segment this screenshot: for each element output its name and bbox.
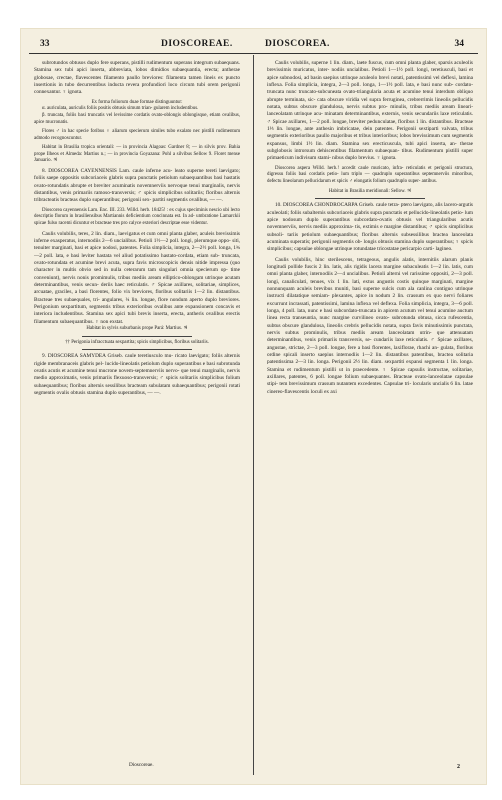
running-header xyxy=(21,36,486,52)
page-number-right: 34 xyxy=(454,39,464,49)
paragraph: Caulis volubilis, hinc sterilescens, tetrageous, angulis alatis, internitiis alarum planis longitudi pollide fuscis 2 lin. latis, alis rigidis lacera margine subaculeatis 1—2 lin. latis, cum omni planta glaber, internodiis 2—4 uncialibus. Petioli alterni vel rarissime oppositi, 2—3 poll. longi, canaliculati, tenues, vix 1 lin. lati, extus angustis costis quinque marginati, margine nonnunquam aculeis brevibus muniti, basi superne sulcis cum ala canlina contiguo utrinque instructi dilatatique semiam- plexantes, apice in nodum 2 lin. crassum ex quo nervi foliares excurrunt incrassati, patentissimi, lamina inflexa vel deflexa. Folia simplicia, integra, 3—6 poll. longa, 4 poll. lata, nunc e basi subcordato-truncata in apicem acutum vel tenui acumine auctum linea recta transeuntia, nunc margine curvilineo ovato- subrotunda obtusa, sicca rufescentia, subtus obscure glandulosa, lineolis crebris pellucidis notata, supra favis minutissimis punctata, nervis subtus prominulis, tribus mediis aream lanceolatam utrin- que attenuatam determinantibus, venis primariis transversis, se- cundariis laxe reticulatis. ♂ Spicae axillares, angustae, strictae, 2—3 poll. longae, fere a basi florentes, laxiflorae, rhachi an- gulata, floribus ordine spicali inserto saepius internodiis 1—2 lin. distantibus patentibus, bractea solitaria patentissima 2—3 lin. longa. Perigonii 2½ lin. diam. sexpartiti expansi segmenta 1 lin. longa. Stamina et rudimentum pistilli ut in praecedente. ♀ Spicae capsulis instructae, solitariae, axillares, patentes, 6 poll. longae folium subaequantes. Bracteae ovato-lanceolatae capsulae stipi- tem brevissimum crassum nutantem excedentes. Capsulae tri- locularis uncialis 6 lin. latae cinereo-flavescentis loculi ex axi xyxy=(267,256,473,395)
section-rule xyxy=(82,336,192,337)
header-rule xyxy=(29,53,478,54)
column-divider xyxy=(253,55,254,775)
book-page xyxy=(20,28,487,785)
left-column xyxy=(34,60,240,775)
species-heading: 8. DIOSCOREA CAYENNENSIS Lam. caule inferne acu- leato superne tereti laevigato; foliis saepe oppositis subcoriaceis glabris supra punctatis petiolum subaequantibus basi hastatis ovato-rotundatis abrupte et breviter acuminatis novemnerviis nervoque tenui marginalis, nervis distantibus, venis primariis ramoso-transversis; ♂ spicis simplicibus solitariis; floribus alternis tribracteatis bracteas duplo superantibus; perigonii sex- partiti segmentis ovalibus, — —. xyxy=(34,168,240,204)
section-rule xyxy=(315,198,425,199)
habitat-line: Habitat in Brasilia meridionali: Sellow. ♃ xyxy=(328,188,412,194)
signature-mark: Dioscoreae. xyxy=(129,762,154,768)
paragraph: β. truncata, foliis basi truncatis vel levissime cordatis ovato-oblongis oblongisque, etiam ovalibus, apice mucronatis. xyxy=(34,112,240,125)
subsection-heading: †† Perigonia infracctuata sexpartita; spicis simplicibus, floribus solitariis. xyxy=(65,339,209,345)
running-title-right: DIOSCOREA. xyxy=(265,39,330,49)
paragraph: Dioscorea aspera Willd. herb.! accedit caule muricato, infra- reticulatis et perigonii structura, digressu foliis basi cordatis petio- lum triplo — quadruplo superantibus septemnerviis minoribus, defectu lineolarum pellucidarum et spicis ♂ elongatis folium quadruplo super- antibus. xyxy=(267,165,473,184)
paragraph: Caulis volubilis, teres, 2 lin. diam., laevigatus et cum omni planta glaber, aculeis brevissimis inferne exasperatus, internodiis 2—6 uncialibus. Petioli 1½—2 poll. longi, plerumque oppo- siti, tenuiter marginati, basi et apice nodosi, patentes. Folia simplicia, integra, 2—2½ poll. longa, 1¾—2 poll. lata, e basi leviter hastata vel aliud potatissimo hastato-cordata, etiam sub- truncata, ovato-rotundata et acumine brevi acuta, supra favis microscopicis densis nitide impressa (quo character in multis obvio sed in nulla ceterarum tam singulari omnia specierum op- time conveniunt), nervis nonis promimulis, tribus mediis aream elliptico-oblongam utrinque acutam determinantibus, venis secun- deriis haec reticulatis. ♂ Spicae axillares, solitariae, simplices, arcuatae, graciles, a basi florentes, folio vix breviores, floribus solitariis 1—2 lin. distantibus. Bracteae tres subaequales, tri- angulares, ¼ lin. longae, flore nondum aperto duplo breviores. Perigonium sexpartitum, segmentis tribus exterioribus ovalibus ante expansionem concavis et interiora includentibus. Stamina sex apici tubi brevis inserta, erecta, antheris ovalibus erectis filamentum subaequantibus. ♀ non exstat. xyxy=(34,230,240,325)
running-title-left: DIOSCOREAE. xyxy=(161,39,233,49)
habitat-line: Habitat in sylvis suburbanis prope Pará: Martius. ♃ xyxy=(86,326,188,332)
paragraph: subrotundos obtusos duplo fere superans, pistilli rudimentum superans integrum subaequans. Stamina sex tubi apici inserta, abbreviata, lobos dimidios subaequantia, erecta; antherae globosae, crectae, flavescentes filamento paullo breviores: filamenta tamen lineis ex puncto insertionis in tubo decurrentibus inducta revera profundiori loco circum tubi orem perigonii connexantur. ♀ ignota. xyxy=(34,60,240,96)
signature-number: 2 xyxy=(457,764,460,770)
species-heading: 9. DIOSCOREA SAMYDEA Griseb. caule teretiusculo mu- ricato laevigato; foliis alternis rigide membranaceis glabris pel- lucido-lineolatis petiolum duplo superantibus e basi subrotunda ovatis acutis et acumine tenui mucrone novem-septemnerviis nervo- que tenui marginalis, nervis medio approximatis, venis primariis flexuoso-transversis; ♂ spicis solitariis simplicibus folium subaequantibus; floribus alternis sessilibus bracteam subulatam subaequantibus; perigonii rotati segmentis ovalis obtusis stamina duplo superantibus, — —. xyxy=(34,353,240,396)
right-column xyxy=(267,60,473,775)
paragraph: α. auriculata, auriculis foliis positis obtusis simum trian- gularem includentibus. xyxy=(42,106,199,112)
paragraph: Ex forma foliorum duae formae distinguuntur: xyxy=(91,99,183,105)
paragraph: Caulis volubilis, superne 1 lin. diam., laete fuscus, cum omni planta glaber, sparsis aculeolis brevissimis muricatus, inter- nodiis uncialibus. Petioli 1—1½ poll. longi, teretiusculi, basi et apice subnodosi, ad basin saepius utrinque aculeolo brevi notati, patentissimi vel deflexi, lamina inflexa. Folia simplicia, integra, 2—3 poll. longa, 1—1½ poll. lata, e basi nunc sub- cordato-truncata nunc truncato-subcuneata ovato-triangularia acuta et acumine tenui interdum obliquo abrupte terminata, sic- cata obscure viridia vel supra ferruginea, crebrerrimis lineolis pellucidis notata, subtus obscure glandulosa, nervis subtus pro- minulis, tribus mediis aream lineari-lanceolatam utrinque acu- minatam determinantibus, externis, venis secundariis laxe reticulatis. ♂ Spicae axillares, 1—2 poll. longae, breviter pedunculatae, floribus 1 lin. distantibus. Bracteae 1⅓ lin. longae, ante anthesin imbricatae, dein patentes. Perigonii sextiparti valvata, tribus segmentis exterioribus paullo majoribus et tribus interioribus; lobos brevissimum cum segmentis expansus, limbi 1½ lin. diam. Stamina sex erecticuscula, tubi apici inserta, an- therae subglobosis introrsum dehiscentibus filamentum subaequan- tibus. Rudimentum pistilli super primaeticum indivisum stami- nibus duplo brevius. ♀ ignota. xyxy=(267,60,473,162)
paragraph: Habitat in Brasilia tropica orientali: — in provincia Alagoas: Gardner 8; — in silvis prov. Bahia prope Ilheos et Almeda: Martius n.; — in provincia Goyazana: Pohl a silvibus Sellow 9. Floret mense Januario. ♃ xyxy=(34,145,240,164)
paragraph: Dioscorea cayennensis Lam. Enc. III. 233. Willd. herb. 18425! : ex cujus speciminis nescio ubi lecto descriptio florum in brasiliensibus Martiannis deficientium concinnata est. In ad- umbratione Lamarckii spicae fulso racemi dicuntur et bracteae tres pro calyce exteriori descriptae esse videntur. xyxy=(34,207,240,226)
page-number-left: 33 xyxy=(40,39,50,49)
species-heading: 10. DIOSCOREA CHONDROCARPA Griseb. caule tetra- ptero laevigato, alis lacero-argutis aculeolati; foliis subalternis subcoriaceis glabris supra punctatis et pellucido-lineolatis petio- lum apice nodosum duplo superantibus subcordato-ovatis obtusis vel triangularibus acutis novemnerviis, nervis mediis approxima- tis, extimis e margine distantibus; ♂ spicis simplicibus subsoli- tariis petiolum subaequantibus; floribus alternis subsessilibus bractea lanceolata acuminata superatis; perigonii segmentis ob- longis obtusis stamina duplo superantibus; ♀ spicis simplicibus; capsulae oblongae utrinque rotundatae tricostatae pericarpio carti- lagineo. xyxy=(267,202,473,253)
section-rule xyxy=(82,349,192,350)
paragraph: Flores ♂ in hac specie foribus ♀ aliarum specierum similes tubo exalato nec pistilli rudimentum admodo recognoscuntur. xyxy=(34,129,240,141)
